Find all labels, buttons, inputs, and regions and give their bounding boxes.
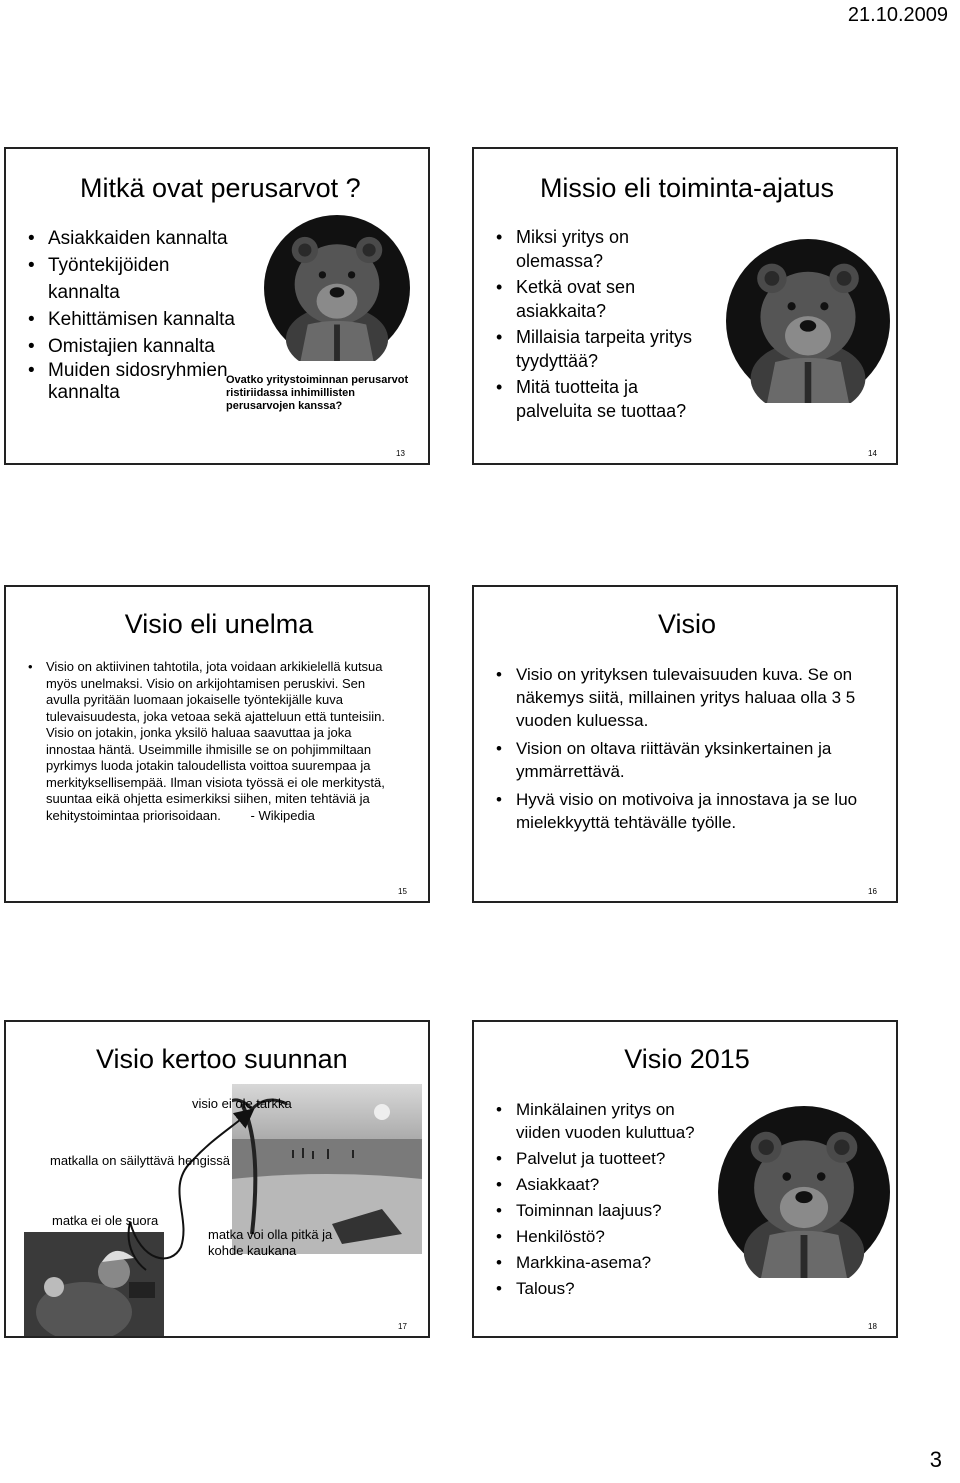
- list-item: • Toiminnan laajuus?: [496, 1199, 696, 1222]
- bear-image: [718, 1106, 890, 1278]
- slide-17: [4, 1020, 430, 1338]
- slide-title: Visio kertoo suunnan: [96, 1044, 348, 1074]
- list-item: • Asiakkaat?: [496, 1173, 696, 1196]
- slide-number: 15: [398, 887, 407, 896]
- slide-title: Visio: [657, 609, 717, 639]
- slide-title: Missio eli toiminta-ajatus: [539, 173, 835, 203]
- bullet-list: [496, 663, 874, 834]
- slide-title: Visio 2015: [624, 1044, 750, 1074]
- diagram-label: matka voi olla pitkä ja kohde kaukana: [208, 1227, 333, 1258]
- bullet-list: [28, 225, 238, 404]
- slide-16: [472, 585, 898, 903]
- list-item: • Miksi yritys on olemassa?: [496, 225, 696, 273]
- bullet-list: [496, 225, 696, 423]
- diagram-label: matkalla on säilyttävä hengissä: [50, 1153, 230, 1168]
- diagram-label: visio ei ole tarkka: [192, 1096, 292, 1111]
- bullet-list: [496, 1098, 696, 1300]
- list-item: • Visio on yrityksen tulevaisuuden kuva. Se on näkemys siitä, millainen yritys haluaa olla 3 5 vuoden kuluessa.: [496, 663, 874, 732]
- list-item: • Markkina-asema?: [496, 1251, 696, 1274]
- diagram-label: matka ei ole suora: [52, 1213, 159, 1228]
- list-item: • Kehittämisen kannalta: [28, 306, 238, 333]
- slide-number: 13: [396, 449, 405, 458]
- source-label: - Wikipedia: [250, 807, 315, 823]
- slide-18: [472, 1020, 898, 1338]
- list-item: • Asiakkaiden kannalta: [28, 225, 238, 252]
- slide-title: Mitkä ovat perusarvot ?: [80, 173, 361, 203]
- page-date: 21.10.2009: [847, 4, 948, 26]
- list-item: • Hyvä visio on motivoiva ja innostava ja se luo mielekkyyttä tehtävälle työlle.: [496, 788, 874, 834]
- slide-15: [4, 585, 430, 903]
- list-item: • Muiden sidosryhmien kannalta: [28, 360, 238, 404]
- slide-caption: Ovatko yritystoiminnan perusarvot ristiriidassa inhimillisten perusarvojen kanssa?: [226, 374, 409, 412]
- list-item: • Henkilöstö?: [496, 1225, 696, 1248]
- list-item: • Ketkä ovat sen asiakkaita?: [496, 275, 696, 323]
- bear-image: [726, 239, 890, 403]
- list-item: • Talous?: [496, 1277, 696, 1300]
- bear-image: [264, 215, 410, 361]
- list-item: • Vision on oltava riittävän yksinkertainen ja ymmärrettävä.: [496, 737, 874, 783]
- slide-number: 17: [398, 1322, 407, 1331]
- list-item: • Mitä tuotteita ja palveluita se tuottaa?: [496, 375, 696, 423]
- slide-body: • Visio on aktiivinen tahtotila, jota voidaan arkikielellä kutsua myös unelmaksi. Visio on arkijohtamisen peruskivi. Sen avulla pyritään luomaan jokaiselle työntekijälle kuva tulevaisuudesta, joka vetoaa sekä ajatteluun että tunteisiin. Visio on jotakin, jonka yksilö haluaa saavuttaa ja joka innostaa häntä. Useimmille ihmisille se on pohjimmiltaan pyrkimys luoda jotakin taloudellista voittoa suurempaa ja merkityksellisempää. Ilman visiota työssä ei ole merkitystä, suuntaa eikä ohjetta esimerkiksi siihen, miten tehtäviä ja kehitystoimintaa priorisoidaan. - Wikipedia: [28, 659, 385, 823]
- list-item: • Työntekijöiden kannalta: [28, 252, 238, 306]
- slide-13: [4, 147, 430, 465]
- slide-title: Visio eli unelma: [124, 609, 314, 639]
- slide-14: [472, 147, 898, 465]
- list-item: • Minkälainen yritys on viiden vuoden kuluttua?: [496, 1098, 696, 1144]
- slide-number: 18: [868, 1322, 877, 1331]
- page-number: 3: [929, 1447, 942, 1472]
- direction-arrow: [6, 1022, 430, 1338]
- slide-number: 16: [868, 887, 877, 896]
- list-item: • Millaisia tarpeita yritys tyydyttää?: [496, 325, 696, 373]
- slide-text: Visio on aktiivinen tahtotila, jota voidaan arkikielellä kutsua myös unelmaksi. Visio on arkijohtamisen peruskivi. Sen avulla pyritään luomaan jokaiselle työntekijälle kuva tulevaisuudesta, joka vetoaa sekä ajatteluun että tunteisiin. Visio on jotakin, jonka yksilö haluaa saavuttaa ja joka innostaa häntä. Useimmille ihmisille se on pohjimmiltaan pyrkimys luoda jotakin taloudellista voittoa suurempaa ja merkityksellisempää. Ilman visiota työssä ei ole merkitystä, suuntaa eikä ohjetta esimerkiksi siihen, miten tehtäviä ja kehitystoimintaa priorisoidaan.: [46, 659, 385, 823]
- list-item: • Omistajien kannalta: [28, 333, 238, 360]
- list-item: • Palvelut ja tuotteet?: [496, 1147, 696, 1170]
- slide-number: 14: [868, 449, 877, 458]
